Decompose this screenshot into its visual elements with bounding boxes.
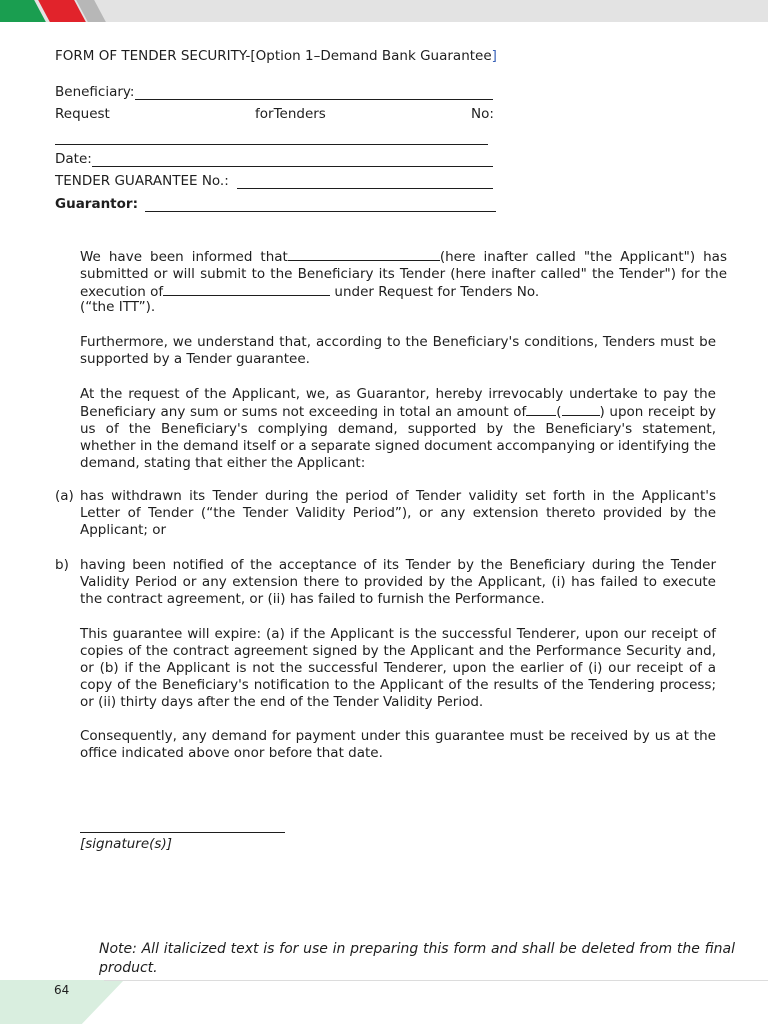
footer-divider xyxy=(104,980,768,981)
item-a-marker: (a) xyxy=(55,488,74,504)
beneficiary-line[interactable] xyxy=(135,99,493,100)
paragraph-request xyxy=(80,386,716,472)
paragraph-expiry: This guarantee will expire: (a) if the Applicant is the successful Tenderer, upon our receipt of copies of the contract agreement signed by the Applicant and the Performance Security and, or (b) if the Applicant is not the successful Tenderer, upon the earlier of (i) our receipt of a copy of the Beneficiary's notification to the Applicant of the results of the Tendering process; or (ii) thirty days after the end of the Tender Validity Period. xyxy=(80,626,716,710)
date-line[interactable] xyxy=(92,166,493,167)
p1-text-c: under Request for Tenders No. xyxy=(330,284,540,300)
item-b-marker: b) xyxy=(55,557,69,573)
execution-blank[interactable] xyxy=(163,283,330,296)
paragraph-furthermore: Furthermore, we understand that, according to the Beneficiary's conditions, Tenders must be supported by a Tender guarantee. xyxy=(80,334,716,367)
form-title-bracket: ] xyxy=(491,48,497,64)
form-title xyxy=(55,48,497,65)
amount-words-blank[interactable] xyxy=(562,403,600,416)
guarantee-no-line[interactable] xyxy=(237,188,493,189)
p1-text-a: We have been informed that xyxy=(80,249,288,265)
request-label: Request xyxy=(55,106,110,122)
request-number-line[interactable] xyxy=(55,144,488,145)
guarantor-label: Guarantor: xyxy=(55,196,138,212)
item-a-text: has withdrawn its Tender during the period of Tender validity set forth in the Applicant's Letter of Tender (“the Tender Validity Period”), or any extension thereto provided by the Applicant; or xyxy=(80,488,716,538)
for-tenders-label: forTenders xyxy=(255,106,326,122)
p3-text-a: At the request of the Applicant, we, as Guarantor, hereby irrevocably undertake to pay the Beneficiary any sum or sums not exceeding in total an amount of xyxy=(80,386,716,420)
date-label: Date: xyxy=(55,151,92,167)
signature-line[interactable] xyxy=(80,832,285,833)
item-b-text: having been notified of the acceptance of its Tender by the Beneficiary during the Tender Validity Period or any extension there to provided by the Applicant, (i) has failed to execute the contract agreement, or (ii) has failed to furnish the Performance. xyxy=(80,557,716,607)
note-text: Note: All italicized text is for use in preparing this form and shall be deleted from the final product. xyxy=(99,941,735,976)
signature-label: [signature(s)] xyxy=(80,836,172,852)
applicant-name-blank[interactable] xyxy=(288,248,440,261)
p1-text-b: (here inafter called "the Applicant") has submitted or will submit to the Beneficiary its Tender (here inafter called" the Tender") for the execution of xyxy=(80,249,727,300)
paragraph-itt: (“the ITT”). xyxy=(80,299,156,315)
guarantor-line[interactable] xyxy=(145,211,496,212)
no-label: No: xyxy=(471,106,494,122)
amount-blank[interactable] xyxy=(526,403,556,416)
p3-text-b: ( xyxy=(556,404,562,420)
beneficiary-label: Beneficiary: xyxy=(55,84,135,100)
paragraph-consequently: Consequently, any demand for payment under this guarantee must be received by us at the office indicated above onor before that date. xyxy=(80,728,716,761)
header-bar xyxy=(0,0,768,22)
form-title-text: FORM OF TENDER SECURITY-[Option 1–Demand Bank Guarantee xyxy=(55,48,492,64)
paragraph-applicant xyxy=(80,248,727,301)
p3-text-c: ) upon receipt by us of the Beneficiary's complying demand, supported by the Beneficiary's statement, whether in the demand itself or a separate signed document accompanying or identifying the demand, stating that either the Applicant: xyxy=(80,404,716,471)
page-number: 64 xyxy=(54,983,70,997)
guarantee-no-label: TENDER GUARANTEE No.: xyxy=(55,173,229,189)
